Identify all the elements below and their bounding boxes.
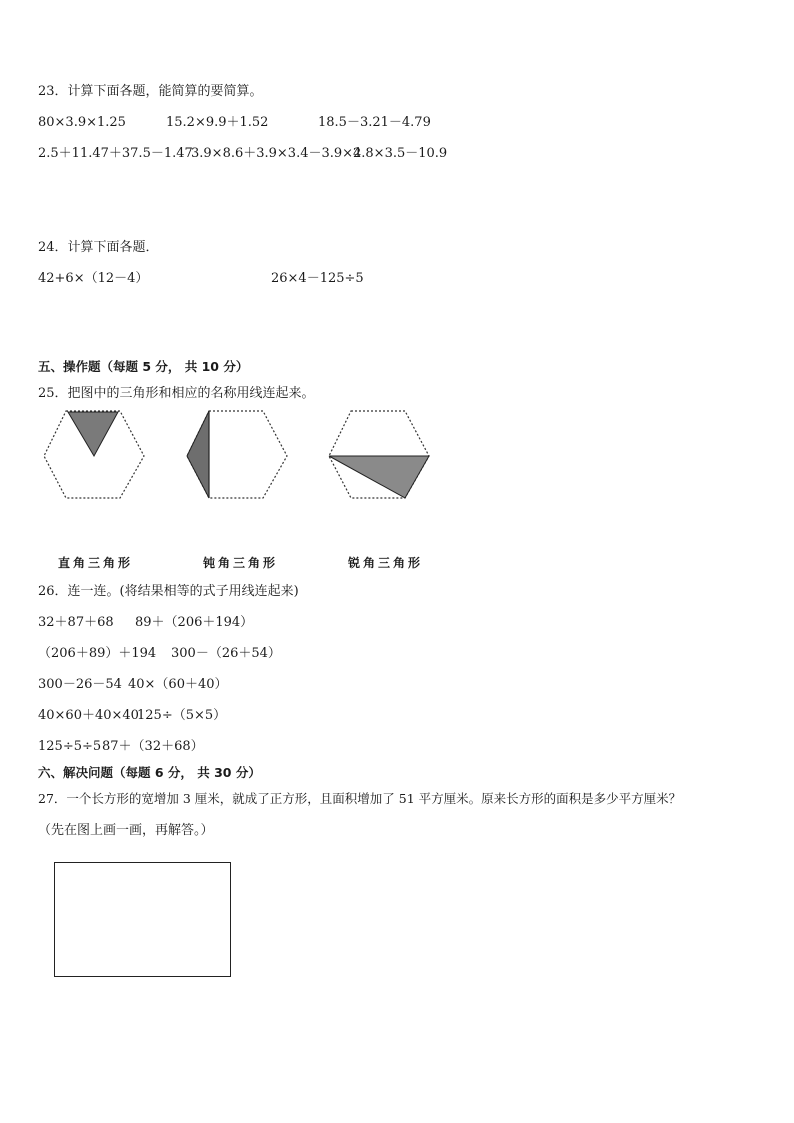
q23-expr-4: 2.5＋11.47＋37.5－1.47 — [38, 146, 193, 161]
q23-title: 23．计算下面各题，能简算的要简算。 — [38, 84, 263, 99]
q26-left-1: 32＋87＋68 — [38, 615, 114, 630]
q25-title: 25．把图中的三角形和相应的名称用线连起来。 — [38, 386, 315, 401]
section-6-heading: 六、解决问题（每题 6 分， 共 30 分） — [38, 765, 261, 780]
triangle-label-acute: 锐角三角形 — [348, 556, 424, 570]
q26-title: 26．连一连。(将结果相等的式子用线连起来) — [38, 584, 299, 599]
q26-left-2: （206＋89）＋194 — [38, 646, 157, 661]
triangle-label-obtuse: 钝角三角形 — [203, 556, 279, 570]
hexagon-figure-2 — [183, 408, 291, 502]
section-5-heading: 五、操作题（每题 5 分， 共 10 分） — [38, 359, 249, 374]
q26-right-5: 87＋（32＋68） — [102, 739, 204, 754]
q23-expr-5: 3.9×8.6＋3.9×3.4－3.9×2 — [191, 146, 362, 161]
hexagon-outline-3 — [329, 411, 429, 498]
q27-hint: （先在图上画一画，再解答。） — [38, 823, 214, 838]
shaded-triangle-1 — [68, 412, 118, 456]
q23-expr-2: 15.2×9.9＋1.52 — [166, 115, 269, 130]
hexagon-figure-3 — [325, 408, 433, 502]
q26-left-3: 300－26－54 — [38, 677, 122, 692]
q26-left-5: 125÷5÷5 — [38, 739, 102, 754]
q27-text: 27．一个长方形的宽增加 3 厘米，就成了正方形，且面积增加了 51 平方厘米。原来长方形的面积是多少平方厘米？ — [38, 791, 682, 806]
rectangle-drawing-box — [54, 862, 231, 977]
shaded-triangle-3 — [329, 456, 429, 498]
q24-title: 24．计算下面各题． — [38, 240, 159, 255]
q23-expr-1: 80×3.9×1.25 — [38, 115, 126, 130]
q23-expr-3: 18.5－3.21－4.79 — [318, 115, 431, 130]
hexagon-figure-1 — [40, 408, 148, 502]
q24-expr-1: 42+6×（12－4） — [38, 271, 149, 286]
q26-right-2: 300－（26＋54） — [171, 646, 281, 661]
shaded-triangle-2 — [187, 411, 209, 498]
q26-right-4: 125÷（5×5） — [137, 708, 227, 723]
q24-expr-2: 26×4－125÷5 — [271, 271, 364, 286]
q23-expr-6: 4.8×3.5－10.9 — [353, 146, 448, 161]
q26-left-4: 40×60＋40×40 — [38, 708, 139, 723]
q26-right-1: 89＋（206＋194） — [135, 615, 254, 630]
triangle-label-right: 直角三角形 — [58, 556, 134, 570]
q26-right-3: 40×（60＋40） — [128, 677, 228, 692]
